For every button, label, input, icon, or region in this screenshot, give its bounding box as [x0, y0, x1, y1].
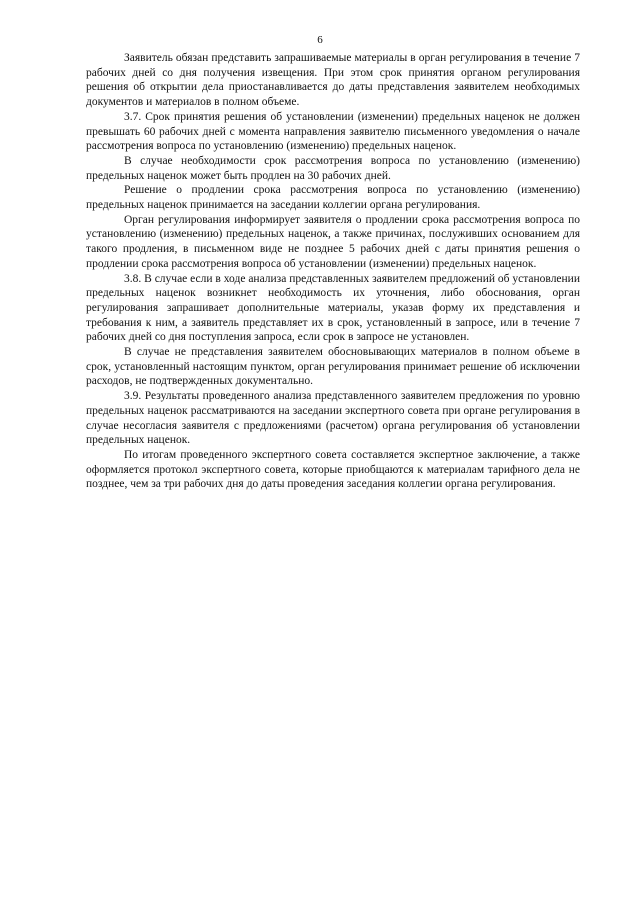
- document-body: [86, 51, 580, 492]
- paragraph-5: Орган регулирования информирует заявителя о продлении срока рассмотрения вопроса по установлению (изменению) предельных наценок, а также причинах, послуживших основанием для такого продления, в письменном виде не позднее 5 рабочих дней с даты принятия решения о продлении срока рассмотрения вопроса об установлении (изменении) предельных наценок.: [86, 213, 580, 270]
- paragraph-4: Решение о продлении срока рассмотрения вопроса по установлению (изменению) предельных наценок принимается на заседании коллегии органа регулирования.: [86, 184, 580, 212]
- page-number: 6: [317, 34, 323, 46]
- paragraph-9: По итогам проведенного экспертного совета составляется экспертное заключение, а также оформляется протокол экспертного совета, которые приобщаются к материалам тарифного дела не позднее, чем за три рабочих дня до даты проведения заседания коллегии органа регулирования.: [86, 448, 580, 491]
- paragraph-6: 3.8. В случае если в ходе анализа представленных заявителем предложений об установлении предельных наценок возникнет необходимость их уточнения, либо обоснования, орган регулирования запрашивает дополнительные материалы, указав форму их представления и требования к ним, а заявитель представляет их в срок, установленный в запросе, или в течение 7 рабочих дней со дня поступления запроса, если срок в запросе не установлен.: [86, 272, 580, 344]
- paragraph-1: Заявитель обязан представить запрашиваемые материалы в орган регулирования в течение 7 рабочих дней со дня получения извещения. При этом срок принятия органом регулирования решения об открытии дела приостанавливается до даты представления заявителем необходимых документов и материалов в полном объеме.: [86, 52, 580, 109]
- paragraph-7: В случае не представления заявителем обосновывающих материалов в полном объеме в срок, установленный настоящим пунктом, орган регулирования принимает решение об исключении расходов, не подтвержденных документально.: [86, 346, 580, 388]
- paragraph-3: В случае необходимости срок рассмотрения вопроса по установлению (изменению) предельных наценок может быть продлен на 30 рабочих дней.: [86, 154, 580, 182]
- paragraph-8: 3.9. Результаты проведенного анализа представленного заявителем предложения по уровню предельных наценок рассматриваются на заседании экспертного совета при органе регулирования в случае несогласия заявителя с предложениями (расчетом) органа регулирования об установлении предельных наценок.: [86, 390, 580, 447]
- paragraph-2: 3.7. Срок принятия решения об установлении (изменении) предельных наценок не должен превышать 60 рабочих дней с момента направления заявителю письменного уведомления о начале рассмотрения вопроса по установлению (изменению) предельных наценок.: [86, 110, 580, 153]
